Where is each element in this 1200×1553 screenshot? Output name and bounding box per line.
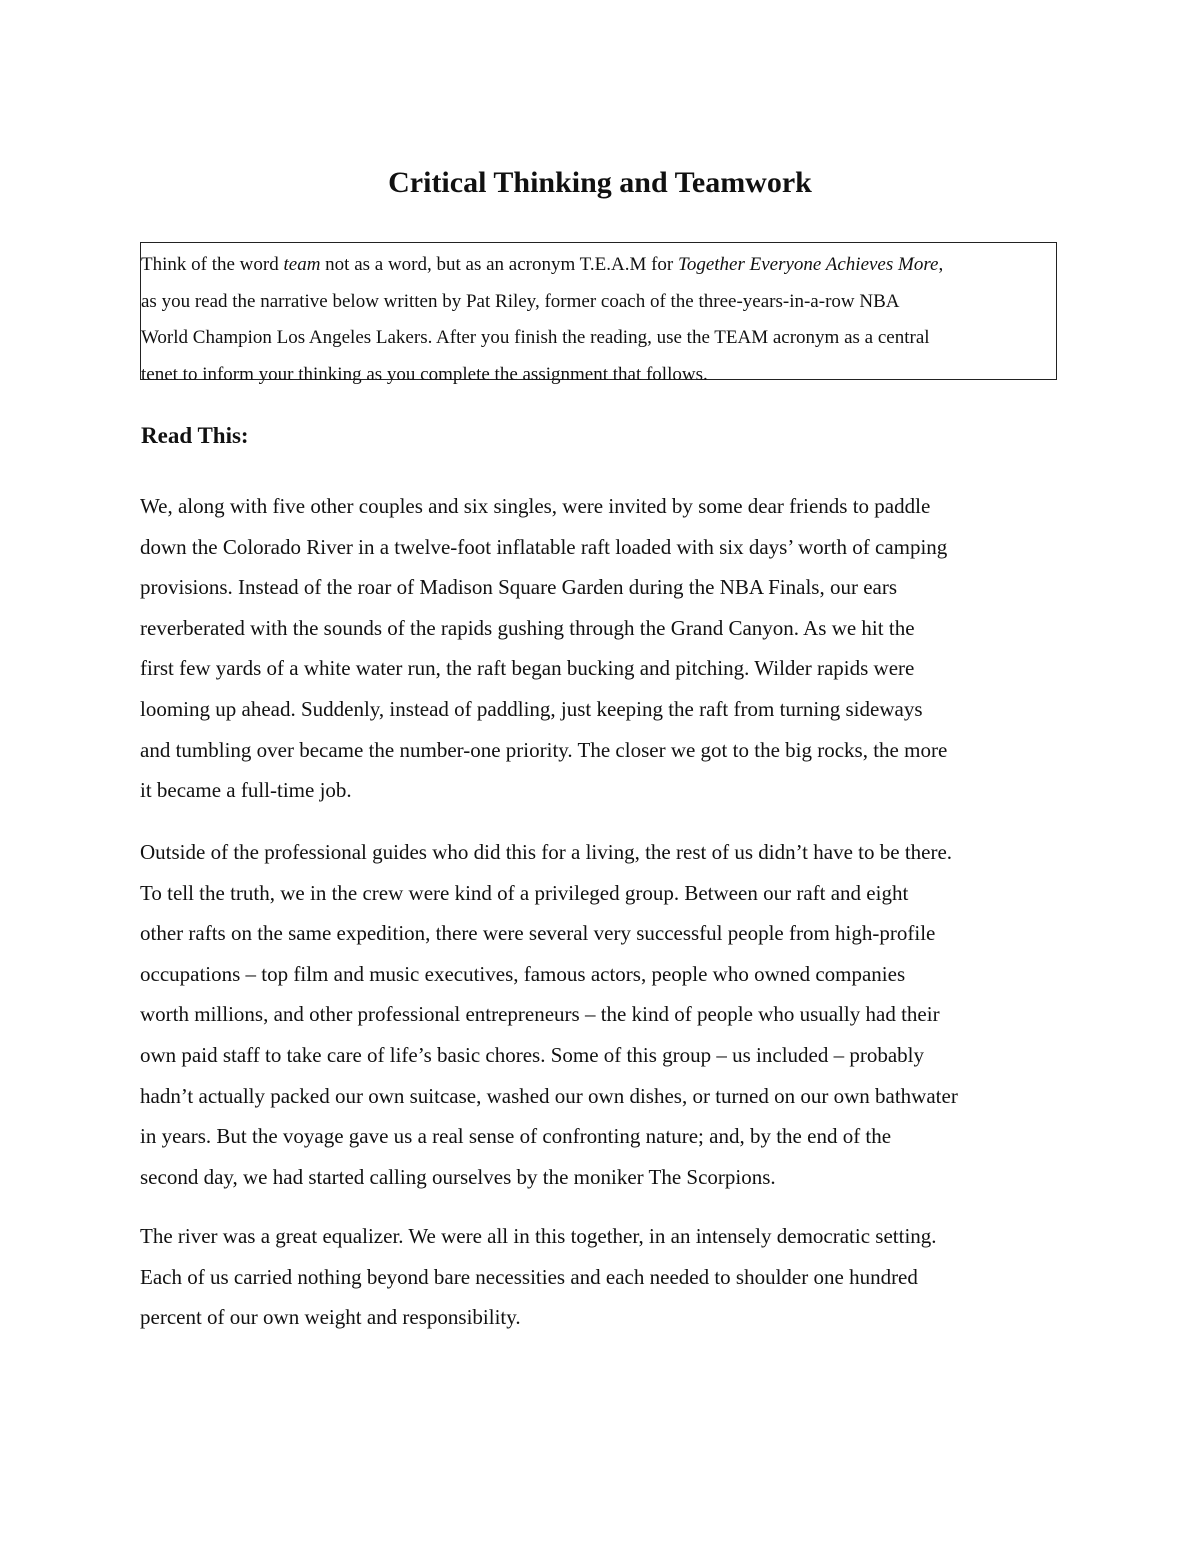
paragraph-line: second day, we had started calling ourselves by the moniker The Scorpions.: [140, 1164, 776, 1189]
intro-text: not as a word, but as an acronym T.E.A.M for: [320, 254, 678, 275]
intro-box: [140, 242, 1057, 385]
paragraph-line: We, along with five other couples and six singles, were invited by some dear friends to paddle: [140, 494, 931, 518]
intro-line: as you read the narrative below written by Pat Riley, former coach of the three-years-in-a-row NBA: [141, 290, 900, 312]
paragraph-line: own paid staff to take care of life’s basic chores. Some of this group – us included – probably: [140, 1042, 925, 1067]
intro-emphasis-acronym: Together Everyone Achieves More: [678, 254, 939, 275]
paragraph-line: hadn’t actually packed our own suitcase, washed our own dishes, or turned on our own bathwater: [140, 1083, 958, 1108]
paragraph: [140, 1216, 1070, 1338]
paragraph-line: other rafts on the same expedition, there were several very successful people from high-profile: [140, 921, 936, 946]
intro-text: ,: [938, 254, 944, 275]
paragraph-line: first few yards of a white water run, the raft began bucking and pitching. Wilder rapids were: [140, 656, 915, 681]
paragraph-line: it became a full-time job.: [140, 778, 352, 803]
paragraph-line: reverberated with the sounds of the rapids gushing through the Grand Canyon. As we hit the: [140, 615, 915, 640]
paragraph: [140, 832, 1070, 1197]
paragraph-line: Each of us carried nothing beyond bare necessities and each needed to shoulder one hundred: [140, 1264, 918, 1289]
paragraph-line: looming up ahead. Suddenly, instead of paddling, just keeping the raft from turning sideways: [140, 696, 923, 721]
section-heading: Read This:: [141, 423, 249, 448]
paragraph: [140, 486, 1070, 811]
paragraph-line: Outside of the professional guides who did this for a living, the rest of us didn’t have to be there.: [140, 840, 953, 864]
intro-line: [141, 247, 1056, 284]
intro-line: tenet to inform your thinking as you complete the assignment that follows.: [141, 363, 708, 385]
intro-emphasis-team: team: [283, 254, 321, 275]
paragraph-line: To tell the truth, we in the crew were kind of a privileged group. Between our raft and eight: [140, 880, 909, 905]
paragraph-line: and tumbling over became the number-one priority. The closer we got to the big rocks, the more: [140, 737, 948, 762]
paragraph-line: provisions. Instead of the roar of Madison Square Garden during the NBA Finals, our ears: [140, 575, 898, 600]
intro-text: Think of the word: [141, 254, 284, 275]
paragraph-line: percent of our own weight and responsibility.: [140, 1305, 521, 1330]
paragraph-line: worth millions, and other professional entrepreneurs – the kind of people who usually had their: [140, 1002, 940, 1027]
paragraph-line: The river was a great equalizer. We were all in this together, in an intensely democratic setting.: [140, 1224, 937, 1248]
document-title: Critical Thinking and Teamwork: [388, 166, 812, 199]
paragraph-line: occupations – top film and music executives, famous actors, people who owned companies: [140, 961, 906, 986]
intro-line: World Champion Los Angeles Lakers. After you finish the reading, use the TEAM acronym as a central: [141, 327, 930, 348]
paragraph-line: down the Colorado River in a twelve-foot inflatable raft loaded with six days’ worth of camping: [140, 534, 948, 559]
paragraph-line: in years. But the voyage gave us a real sense of confronting nature; and, by the end of the: [140, 1124, 892, 1149]
